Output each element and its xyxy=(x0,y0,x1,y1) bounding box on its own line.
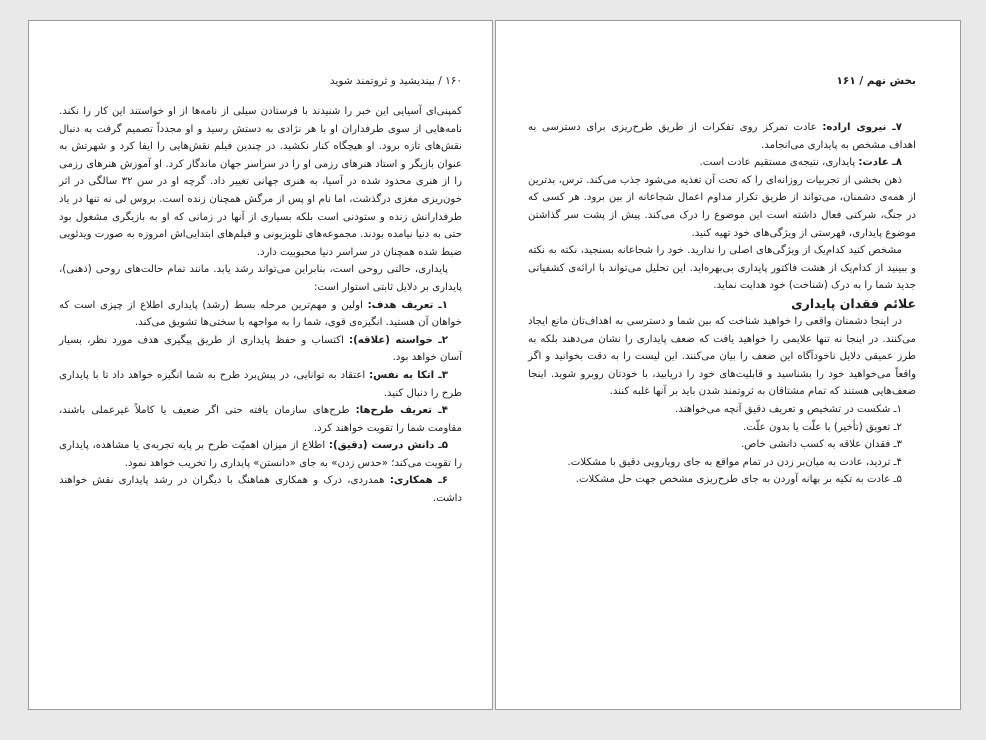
item-text: ۵ـ عادت به تکیه بر بهانه آوردن به جای طرح‌ریزی مشخص جهت حل مشکلات. xyxy=(575,474,902,486)
list-item xyxy=(59,472,462,507)
list-item xyxy=(528,471,916,489)
list-item xyxy=(59,297,462,332)
item-heading: ۳ـ اتکا به نفس: xyxy=(369,369,449,381)
page-body xyxy=(59,103,462,508)
item-heading: ۱ـ تعریف هدف: xyxy=(367,299,448,311)
item-text: همدردی، درک و همکاری هماهنگ با دیگران در رشد پایداری نقش خواهند داشت. xyxy=(59,475,462,505)
item-text: طرح‌های سازمان یافته حتی اگر ضعیف یا کاملاً غیرعملی باشند، مقاومت شما را تقویت خواهند کرد. xyxy=(59,405,462,434)
paragraph-text: ذهن بخشی از تجربیات روزانه‌ای را که تحت آن تغذیه می‌شود جذب می‌کند. ترس، بدترین از همه‌ی دشمنان، می‌تواند از طریق تکرار مداوم اعمال شجاعانه از بین برود. هر کسی که در جنگ، شرکتی فعال داشته است این موضوع را درک می‌کند. پیش از پشت سر گذاشتن موضوع پایداری، فهرستی از ویژگی‌های خود تهیه کنید. xyxy=(528,174,916,239)
section-title: علائم فقدان پایداری xyxy=(791,295,916,311)
list-item xyxy=(528,401,916,419)
paragraph-text: کمپنی‌ای آسیایی این خبر را شنیدند با فرستادن سیلی از نامه‌ها از او خواستند این کار را نکند. نامه‌هایی از سوی طرفداران او با هر نژادی به دستش رسید و او مجدداً تصمیم گرفت به دنبال نقش‌های تازه برود. او هیچگاه کنار نکشید. در چندین فیلم نقش‌هایی را ایفا کرد و شهرتش به عنوان بازیگر و استاد هنرهای رزمی او را در سراسر جهان ماندگار کرد. او آموزش هنرهای رزمی را از هنری محدود شده در آسیا، به هنری جهانی تغییر داد. گرچه او در سن ۳۲ سالگی در اثر خون‌ریزی مغزی درگذشت، اما نام او پس از مرگش همچنان زنده است. بروس لی نه تنها در یاد طرفدارانش زنده و ستودنی است بلکه بسیاری از آنها در زمانی که او به بازیگری مشغول بود حتی به دنیا نیامده بودند. مجموعه‌های تلویزیونی و فیلم‌های ابتدایی‌اش امروزه به صورت ویدئویی ضبط شده همچنان در سراسر دنیا محبوبیت دارد. xyxy=(59,106,462,258)
item-text: ۳ـ فقدان علاقه به کسب دانشی خاص. xyxy=(740,439,902,451)
item-heading: ۸ـ عادت: xyxy=(858,157,902,169)
paragraph xyxy=(528,313,916,401)
list-item xyxy=(528,154,916,172)
item-heading: ۵ـ دانش درست (دقیق): xyxy=(328,440,449,452)
item-text: اولین و مهم‌ترین مرحله بسط (رشد) پایداری اطلاع از چیزی است که خواهان آن هستید. انگیزه‌ی قوی، شما را به مواجهه با سختی‌ها تشویق می‌کند. xyxy=(59,299,462,329)
paragraph xyxy=(528,242,916,295)
paragraph-text: مشخص کنید کدام‌یک از ویژگی‌های اصلی را ندارید. خود را شجاعانه بسنجید، نکته به نکته و ببینید از کدام‌یک از هشت فاکتور پایداری بی‌بهره‌اید. این تحلیل می‌تواند با ارائه‌ی کشفیاتی جدید شما را به درک (شناخت) خود هدایت نماید. xyxy=(528,245,916,292)
item-text: ۲ـ تعویق (تأخیر) با علّت یا بدون علّت. xyxy=(743,421,902,433)
list-item xyxy=(59,332,462,367)
item-text: اعتقاد به توانایی، در پیش‌برد طرح به شما انگیزه خواهد داد تا با پایداری طرح را دنبال کنید. xyxy=(59,369,462,399)
page-header: ۱۶۰ / بیندیشید و ثروتمند شوید xyxy=(329,75,462,87)
list-item xyxy=(59,367,462,402)
item-heading: ۲ـ خواسته (علاقه): xyxy=(349,334,448,346)
paragraph-text: در اینجا دشمنان واقعی را خواهید شناخت که بین شما و دسترسی به اهداف‌تان مانع ایجاد می‌کنند. در اینجا نه تنها علایمی را خواهید یافت که ضعف پایداری را نشان می‌دهند بلکه به طرز عمیقی دلایل ناخودآگاه این ضعف را بیان می‌کنند. این لیست را به دقت بخوانید و اگر واقعاً می‌خواهید خود را بشناسید و قابلیت‌های خود را دریابید، با خودتان روبرو شوید. اینجا ضعف‌هایی هستند که تمام مشتاقان به ثروتمند شدن باید بر آنها غلبه کنند. xyxy=(528,315,916,398)
item-text: ۱ـ شکست در تشخیص و تعریف دقیق آنچه می‌خواهند. xyxy=(675,403,902,415)
paragraph-text: پایداری، حالتی روحی است، بنابراین می‌تواند رشد یابد. مانند تمام حالت‌های روحی (ذهنی)، پایداری بر دلایل ثابتی استوار است: xyxy=(59,264,462,293)
list-item xyxy=(528,119,916,154)
item-text: اکتساب و حفظ پایداری از طریق پیگیری هدف مورد نظر، بسیار آسان خواهد بود. xyxy=(59,334,462,364)
list-item xyxy=(528,436,916,454)
item-heading: ۴ـ تعریف طرح‌ها: xyxy=(355,405,448,417)
item-heading: ۶ـ همکاری: xyxy=(389,475,448,487)
list-item xyxy=(528,454,916,472)
page-header: بخش نهم / ۱۶۱ xyxy=(836,75,916,87)
paragraph xyxy=(59,103,462,261)
item-text: اطلاع از میزان اهمیّت طرح بر پایه تجربه‌ی یا مشاهده، پایداری را تقویت می‌کند؛ «حدس زدن» به جای «دانستن» پایداری را تخریب خواهد نمود. xyxy=(59,440,462,469)
item-text: پایداری، نتیجه‌ی مستقیم عادت است. xyxy=(699,157,859,169)
page-body xyxy=(528,119,916,489)
item-text: عادت تمرکز روی تفکرات از طریق طرح‌ریزی برای دسترسی به اهداف مشخص به پایداری می‌انجامد. xyxy=(528,122,916,151)
list-item xyxy=(59,402,462,437)
paragraph xyxy=(59,261,462,296)
list-item xyxy=(59,437,462,472)
paragraph xyxy=(528,172,916,242)
right-page xyxy=(495,20,961,710)
left-page xyxy=(28,20,493,710)
list-item xyxy=(528,419,916,437)
item-text: ۴ـ تردید، عادت به میان‌بر زدن در تمام مواقع به جای رویارویی دقیق با مشکلات. xyxy=(567,456,902,468)
item-heading: ۷ـ نیروی اراده: xyxy=(822,122,902,133)
